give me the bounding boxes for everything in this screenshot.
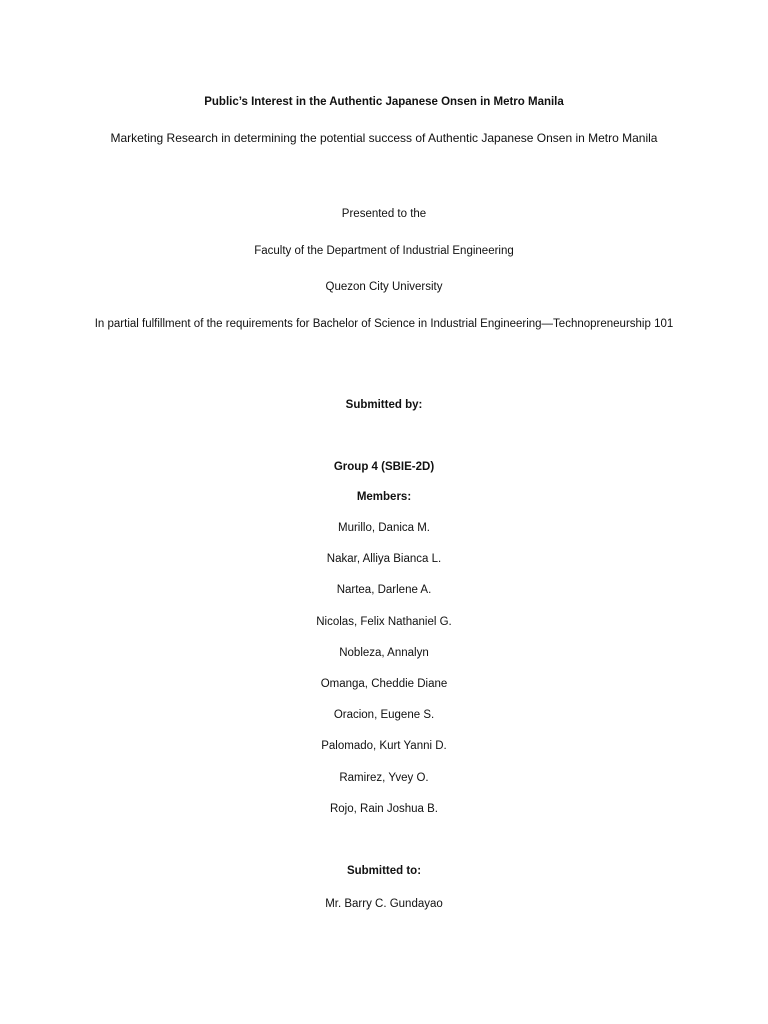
fulfillment-text: In partial fulfillment of the requirements for Bachelor of Science in Industrial Engineering—Technopreneurship 101	[94, 318, 674, 330]
members-list	[0, 521, 768, 833]
member-name: Murillo, Danica M.	[337, 522, 431, 534]
member-name: Oracion, Eugene S.	[333, 709, 435, 722]
faculty-text: Faculty of the Department of Industrial Engineering	[254, 245, 514, 257]
document-title: Public’s Interest in the Authentic Japanese Onsen in Metro Manila	[204, 96, 564, 108]
member-name: Nobleza, Annalyn	[339, 646, 429, 659]
member-name: Nakar, Alliya Bianca L.	[326, 553, 442, 566]
member-name: Palomado, Kurt Yanni D.	[321, 740, 447, 753]
group-name: Group 4 (SBIE-2D)	[333, 461, 435, 473]
university-text: Quezon City University	[325, 281, 443, 293]
member-name: Omanga, Cheddie Diane	[320, 677, 448, 690]
adviser-name: Mr. Barry C. Gundayao	[325, 898, 443, 910]
member-name: Ramirez, Yvey O.	[339, 771, 429, 784]
member-name: Rojo, Rain Joshua B.	[329, 802, 439, 815]
presented-to-text: Presented to the	[341, 208, 427, 220]
members-label: Members:	[356, 491, 412, 503]
document-subtitle: Marketing Research in determining the potential success of Authentic Japanese Onsen in Metro Manila	[110, 131, 658, 145]
submitted-by-label: Submitted by:	[345, 399, 423, 411]
member-name: Nicolas, Felix Nathaniel G.	[316, 615, 452, 628]
member-name: Nartea, Darlene A.	[336, 584, 432, 597]
submitted-to-label: Submitted to:	[346, 865, 422, 877]
